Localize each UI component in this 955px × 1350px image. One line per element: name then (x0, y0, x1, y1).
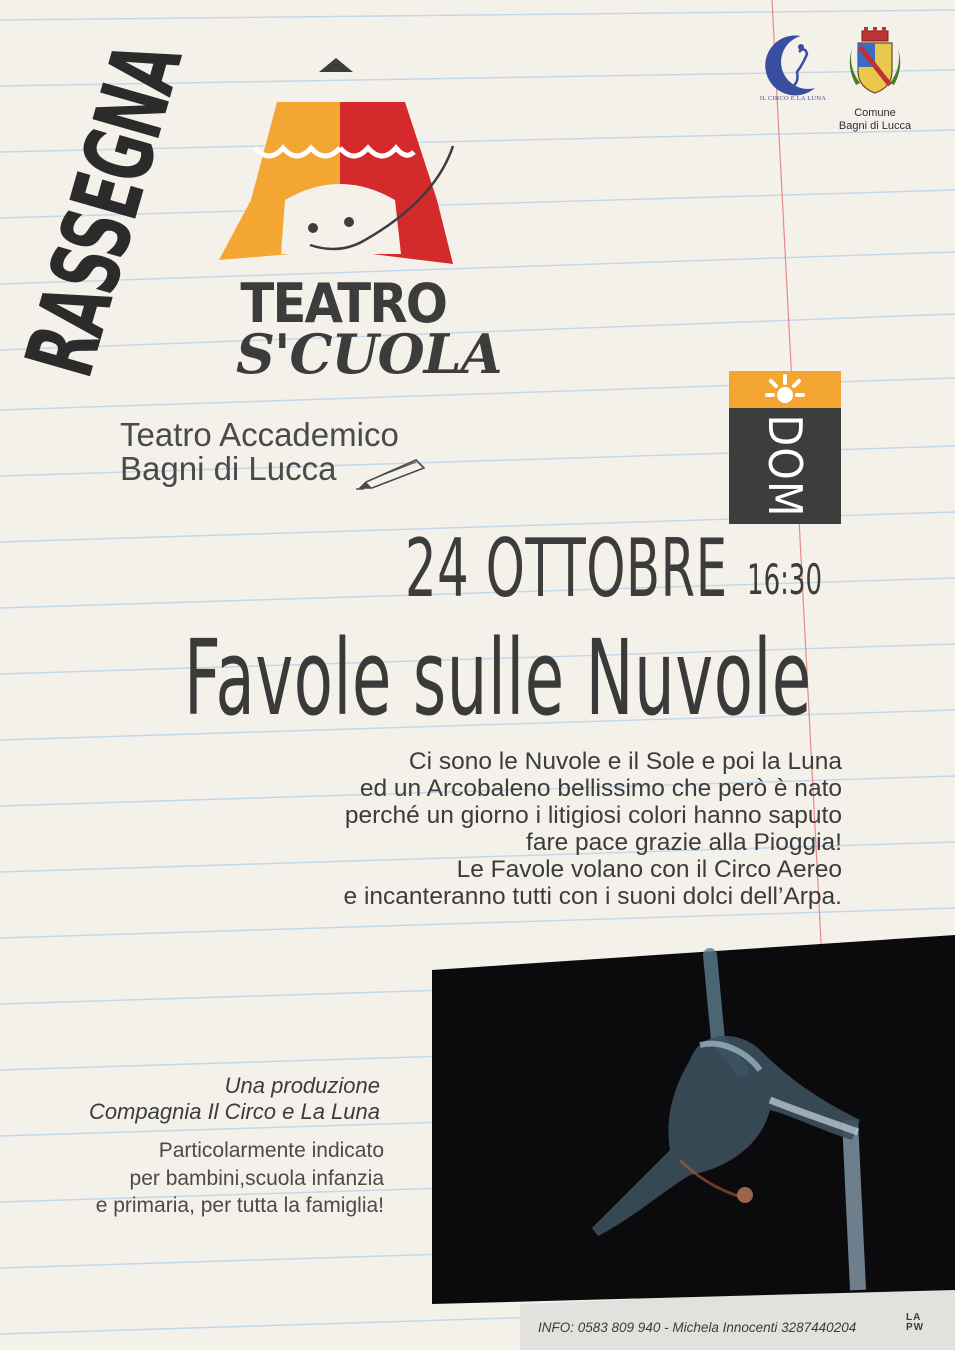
description-line: fare pace grazie alla Pioggia! (526, 829, 842, 856)
circo-caption: IL CIRCO E LA LUNA (759, 95, 827, 102)
description-line: perché un giorno i litigiosi colori hanno saputo (344, 802, 842, 829)
comune-caption-line2: Bagni di Lucca (838, 120, 912, 132)
signature-line2: PW (906, 1322, 925, 1333)
venue-line2: Bagni di Lucca (120, 450, 337, 487)
description-line: Le Favole volano con il Circo Aereo (456, 856, 842, 883)
production-line1: Una produzione (224, 1073, 380, 1098)
production-line2: Compagnia Il Circo e La Luna (88, 1099, 380, 1124)
event-time: 16:30 (747, 555, 823, 604)
production-credit (40, 1073, 380, 1125)
description-line: Ci sono le Nuvole e il Sole e poi la Luna (408, 748, 842, 775)
audience-note (40, 1137, 384, 1220)
description-line: e incanteranno tutti con i suoni dolci dell’Arpa. (343, 883, 842, 910)
info-contact: INFO: 0583 809 940 - Michela Innocenti 3287440204 (538, 1320, 857, 1335)
venue-line1: Teatro Accademico (120, 416, 399, 453)
audience-line: Particolarmente indicato (158, 1139, 384, 1162)
signature-line1: LA (906, 1312, 922, 1323)
day-badge-text: DOM (758, 414, 812, 518)
audience-line: e primaria, per tutta la famiglia! (95, 1194, 384, 1217)
designer-signature (906, 1313, 924, 1333)
event-date: 24 OTTOBRE (405, 522, 728, 615)
description-line: ed un Arcobaleno bellissimo che però è nato (359, 775, 842, 802)
audience-line: per bambini,scuola infanzia (129, 1166, 384, 1190)
show-title: Favole sulle Nuvole (184, 617, 812, 739)
logo-teatro-word: TEATRO (240, 272, 447, 335)
comune-caption-line1: Comune (854, 107, 896, 119)
logo-scuola-word: S'CUOLA (236, 322, 502, 386)
rassegna-label: RASSEGNA (5, 32, 204, 388)
